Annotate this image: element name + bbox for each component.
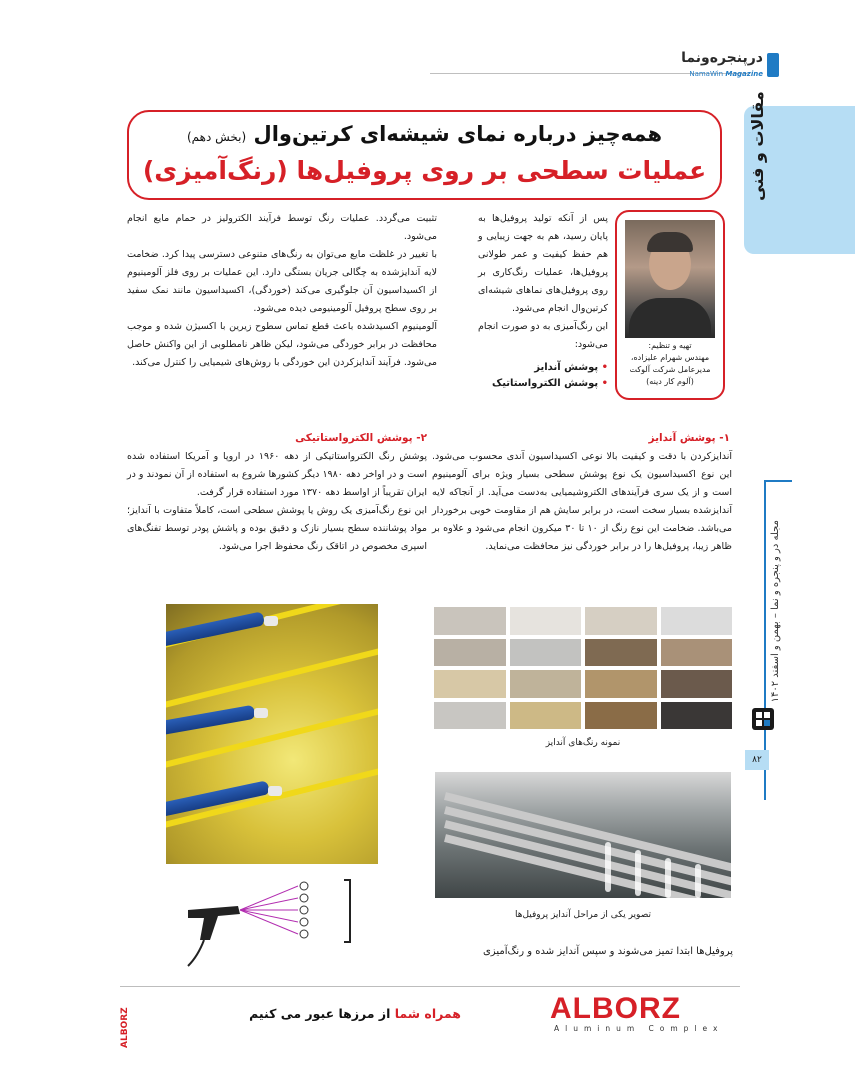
alborz-logo <box>550 992 730 1032</box>
swatches-caption: نمونه رنگ‌های آندایز <box>545 738 621 748</box>
color-swatch <box>433 701 507 731</box>
left-paragraph-1: تثبیت می‌گردد. عملیات رنگ توسط فرآیند الکترولیز در حمام مایع انجام می‌شود. <box>127 213 437 242</box>
color-swatch <box>509 701 583 731</box>
author-credit <box>619 340 721 388</box>
footer-slogan <box>240 1006 470 1021</box>
color-swatch <box>584 638 658 668</box>
color-swatch <box>433 669 507 699</box>
color-swatch <box>509 669 583 699</box>
color-swatch <box>433 606 507 636</box>
section-tab-label: مقالات و فنی <box>748 91 767 201</box>
spray-gun-diagram <box>178 870 368 970</box>
left-column-top <box>127 210 437 372</box>
title-line1 <box>129 122 720 146</box>
color-swatch <box>660 669 734 699</box>
logo-title: درپنجره‌و‌نما <box>681 50 763 66</box>
section2-paragraph-1: پوشش رنگ الکترواستاتیکی از دهه ۱۹۶۰ در اروپا و آمریکا استفاده شده است و در اواخر دهه ۱۹۸۰ دیگر کشورها شروع به استفاده از آن نمودند و در ایران تقریباً از اواسط دهه ۱۳۷۰ مورد استفاده قرار گرفت. <box>127 451 428 498</box>
coating-list <box>470 360 608 392</box>
bottom-caption: پروفیل‌ها ابتدا تمیز می‌شوند و سپس آندایز شده و رنگ‌آمیزی <box>482 946 733 957</box>
title-box <box>127 110 722 200</box>
section1-heading: ۱- پوشش آندایز <box>648 432 730 444</box>
page-number: ۸۲ <box>745 750 769 770</box>
intro-paragraph-1: پس از آنکه تولید پروفیل‌ها به پایان رسید، هم به جهت زیبایی و هم حفظ کیفیت و عمر طولانی پروفیل‌ها، عملیات رنگ‌کاری بر روی پروفیل‌های نماهای شیشه‌ای کرتین‌وال انجام می‌شود. <box>478 213 608 314</box>
left-paragraph-3: آلومینیوم اکسیدشده باعث قطع تماس سطوح زیرین با اکسیژن شده و موجب محافظت در برابر خوردگی می‌شود، لیکن ظاهر نامطلوبی از این واکنش حاصل می‌شود. فرآیند آندایزکردن این خوردگی با روش‌های شیمیایی را کنترل می‌کند. <box>127 321 437 368</box>
color-swatch <box>584 606 658 636</box>
tank-photo-caption: تصویر یکی از مراحل آندایز پروفیل‌ها <box>514 910 652 920</box>
anodizing-tank-photo <box>435 772 731 898</box>
magazine-logo <box>653 50 763 84</box>
electrostatic-spray-photo <box>166 604 378 864</box>
logo-sub-left: NamaWin <box>689 70 724 78</box>
list-item: • پوشش الکترواستاتیک <box>491 378 608 389</box>
section2-heading: ۲- پوشش الکترواستاتیکی <box>295 432 427 444</box>
bullet-anodize: پوشش آندایز <box>534 362 599 373</box>
section-tab <box>744 91 855 254</box>
logo-sub-right: Magazine <box>725 70 763 78</box>
anodize-color-swatches <box>433 606 733 730</box>
author-prepared-by: تهیه و تنظیم: <box>648 341 692 350</box>
color-swatch <box>660 701 734 731</box>
alborz-subtitle: Aluminum Complex <box>554 1024 724 1033</box>
intro-paragraph-2: این رنگ‌آمیزی به دو صورت انجام می‌شود: <box>478 321 608 350</box>
section2-paragraph-2: این نوع رنگ‌آمیزی یک روش یا پوشش سطحی است، کاملاً متفاوت با آندایز؛ مواد پوشاننده سطح بسیار نازک و دقیق بوده و پاشش پودر توسط تفنگ‌های اسپری مخصوص در اتاقک رنگ محفوظ اجرا می‌شود. <box>127 505 427 552</box>
author-box <box>615 210 725 400</box>
title-line2: عملیات سطحی بر روی پروفیل‌ها (رنگ‌آمیزی) <box>142 156 707 185</box>
bullet-electrostatic: پوشش الکترواستاتیک <box>491 378 599 389</box>
title-line1-text: همه‌چیز درباره نمای شیشه‌ای کرتین‌وال <box>253 122 663 146</box>
intro-column <box>478 210 608 354</box>
author-role: مدیرعامل شرکت آلوکت <box>629 365 711 374</box>
color-swatch <box>509 606 583 636</box>
author-name: مهندس شهرام علیزاده، <box>630 353 710 362</box>
alborz-brand: ALBORZ <box>550 992 681 1025</box>
alborz-vertical-mark: ALBORZ <box>120 1007 130 1048</box>
title-part-note: (بخش دهم) <box>186 130 247 144</box>
footer-rule <box>120 986 740 987</box>
color-swatch <box>433 638 507 668</box>
color-swatch <box>584 701 658 731</box>
list-item: • پوشش آندایز <box>534 362 608 373</box>
window-logo-icon <box>750 706 776 732</box>
author-company: (آلوم کار دینه) <box>646 377 694 386</box>
author-photo <box>625 220 715 338</box>
section2-text <box>127 448 427 556</box>
margin-rule-horizontal <box>764 480 792 482</box>
left-paragraph-2: با تغییر در غلظت مایع می‌توان به رنگ‌های متنوعی دسترسی پیدا کرد. ضخامت لایه آندایزشده به چگالی جریان بستگی دارد. این عملیات بر روی فلز آلومینیوم از اکسیداسیون آن جلوگیری می‌کند (خوردگی)، اکسیداسیون مانند نمک سفید بر روی سطح پروفیل آلومینیومی دیده می‌شود. <box>127 249 437 314</box>
section1-text: آندایزکردن با دقت و کیفیت بالا نوعی اکسیداسیون آندی محسوب می‌شود. این نوع اکسیداسیون یک نوع پوشش سطحی بسیار ویژه برای آلومینیوم است و از یک سری فرآیندهای الکتروشیمیایی به‌دست می‌آید. از آنجاکه لایه آندایزشده بسیار سخت است، در برابر سایش هم از مقاومت خوبی برخوردار می‌باشد. ضخامت این نوع رنگ از ۱۰ تا ۳۰ میکرون انجام می‌شود و علاوه بر ظاهر زیبا، پروفیل‌ها را در برابر خوردگی نیز محافظت می‌نماید. <box>432 451 732 552</box>
logo-mark-icon <box>767 53 779 77</box>
color-swatch <box>509 638 583 668</box>
color-swatch <box>660 606 734 636</box>
slogan-rest: از مرزها عبور می کنیم <box>249 1006 391 1021</box>
slogan-highlight: همراه شما <box>394 1006 461 1021</box>
journal-issue-note: مجله در و پنجره و نما – بهمن و اسفند ۱۴۰۲ <box>770 520 781 703</box>
color-swatch <box>584 669 658 699</box>
color-swatch <box>660 638 734 668</box>
